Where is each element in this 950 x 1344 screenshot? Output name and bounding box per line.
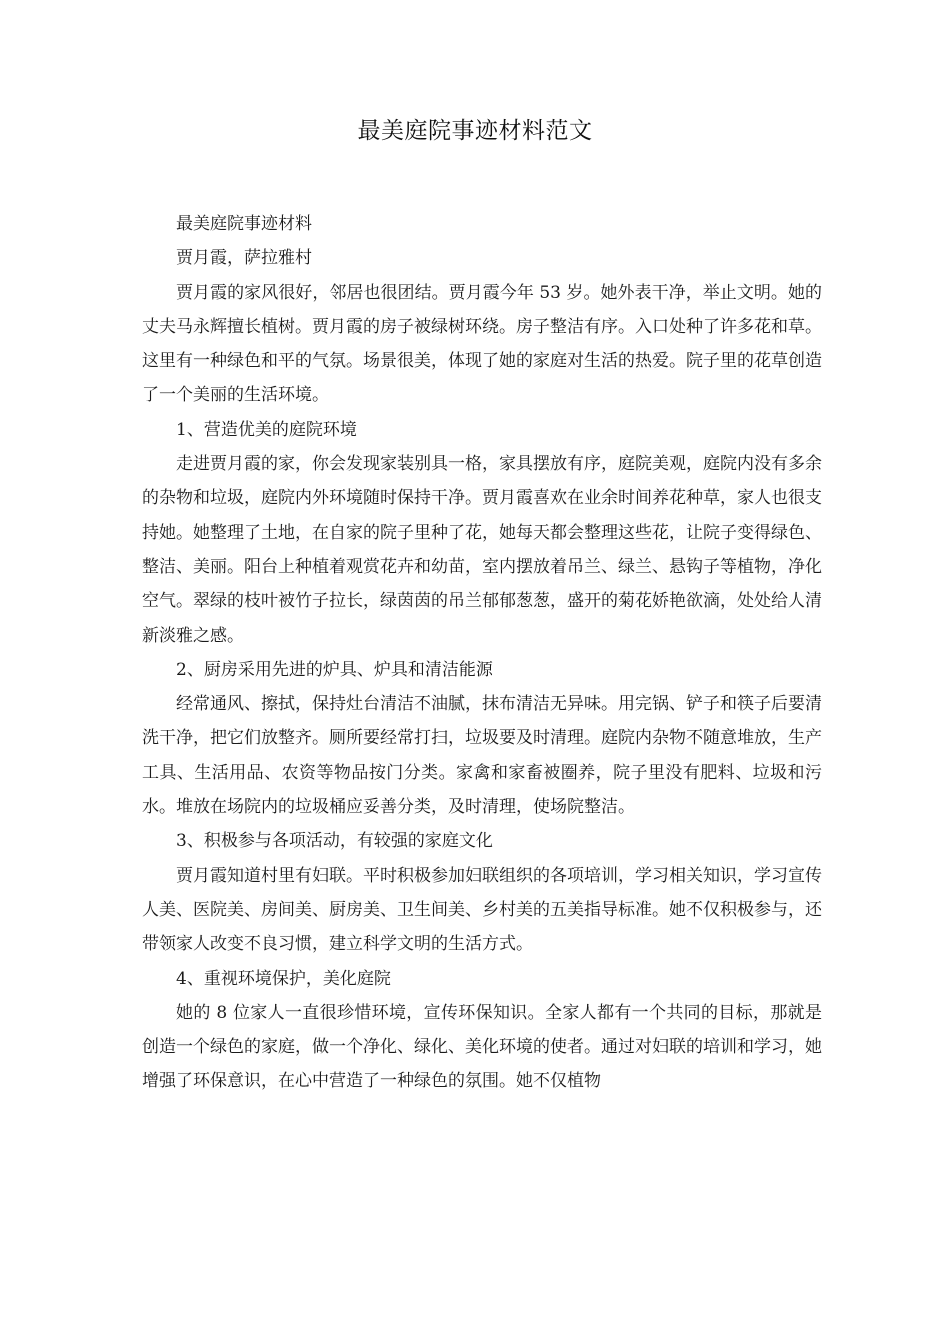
section-paragraph-2: 经常通风、擦拭，保持灶台清洁不油腻，抹布清洁无异味。用完锅、铲子和筷子后要清洗干净，把它们放整齐。厕所要经常打扫，垃圾要及时清理。庭院内杂物不随意堆放，生产工具、生活用品、农资等物品按门分类。家禽和家畜被圈养，院子里没有肥料、垃圾和污水。堆放在场院内的垃圾桶应妥善分类，及时清理，使场院整洁。: [142, 694, 822, 818]
author-line: 贾月霞，萨拉雅村: [176, 248, 312, 269]
section-heading-2: 2、厨房采用先进的炉具、炉具和清洁能源: [176, 659, 493, 680]
section-heading-4: 4、重视环境保护，美化庭院: [176, 968, 391, 989]
section-paragraph-1: 走进贾月霞的家，你会发现家装别具一格，家具摆放有序，庭院美观，庭院内没有多余的杂物和垃圾，庭院内外环境随时保持干净。贾月霞喜欢在业余时间养花种草，家人也很支持她。她整理了土地，在自家的院子里种了花，她每天都会整理这些花，让院子变得绿色、整洁、美丽。阳台上种植着观赏花卉和幼苗，室内摆放着吊兰、绿兰、悬钩子等植物，净化空气。翠绿的枝叶被竹子拉长，绿茵茵的吊兰郁郁葱葱，盛开的菊花娇艳欲滴，处处给人清新淡雅之感。: [142, 454, 822, 646]
section-paragraph-4: 她的 8 位家人一直很珍惜环境，宣传环保知识。全家人都有一个共同的目标，那就是创造一个绿色的家庭，做一个净化、绿化、美化环境的使者。通过对妇联的培训和学习，她增强了环保意识，在心中营造了一种绿色的氛围。她不仅植物: [142, 1002, 822, 1092]
intro-paragraph: 贾月霞的家风很好，邻居也很团结。贾月霞今年 53 岁。她外表干净，举止文明。她的丈夫马永辉擅长植树。贾月霞的房子被绿树环绕。房子整洁有序。入口处种了许多花和草。这里有一种绿色和平的气氛。场景很美，体现了她的家庭对生活的热爱。院子里的花草创造了一个美丽的生活环境。: [142, 282, 822, 406]
document-body: [142, 207, 822, 1099]
subtitle-paragraph: 最美庭院事迹材料: [176, 214, 312, 234]
section-heading-3: 3、积极参与各项活动，有较强的家庭文化: [176, 831, 493, 852]
section-heading-1: 1、营造优美的庭院环境: [176, 419, 357, 440]
section-paragraph-3: 贾月霞知道村里有妇联。平时积极参加妇联组织的各项培训，学习相关知识，学习宣传人美、医院美、房间美、厨房美、卫生间美、乡村美的五美指导标准。她不仅积极参与，还带领家人改变不良习惯，建立科学文明的生活方式。: [142, 865, 822, 955]
document-title: 最美庭院事迹材料范文: [357, 118, 593, 144]
